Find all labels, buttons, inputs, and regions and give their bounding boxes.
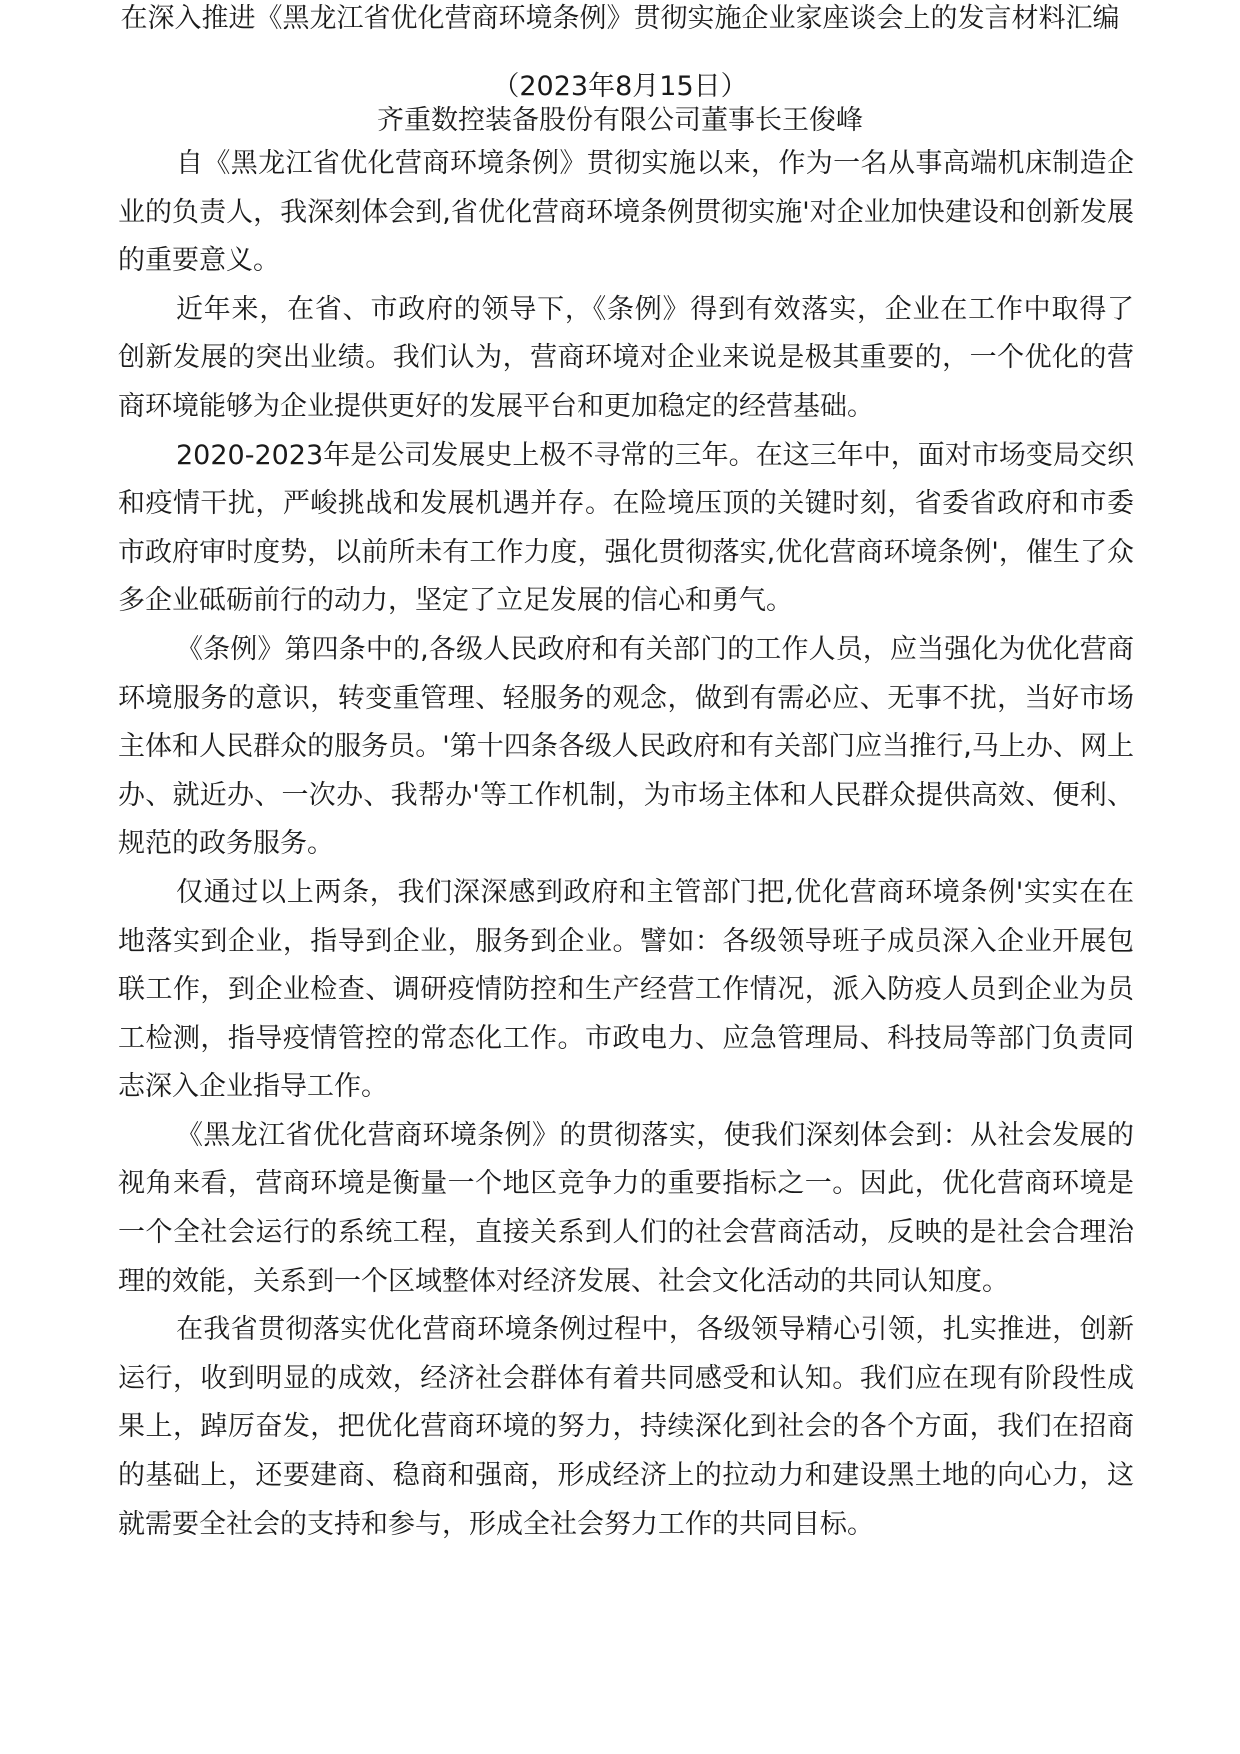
paragraph-2: 近年来，在省、市政府的领导下，《条例》得到有效落实，企业在工作中取得了创新发展的突出业绩。我们认为，营商环境对企业来说是极其重要的，一个优化的营商环境能够为企业提供更好的发展平台和更加稳定的经营基础。 xyxy=(118,293,1134,422)
paragraph-4: 《条例》第四条中的,各级人民政府和有关部门的工作人员，应当强化为优化营商环境服务的意识，转变重管理、轻服务的观念，做到有需必应、无事不扰，当好市场主体和人民群众的服务员。'第十四条各级人民政府和有关部门应当推行,马上办、网上办、就近办、一次办、我帮办'等工作机制，为市场主体和人民群众提供高效、便利、规范的政务服务。 xyxy=(118,633,1134,860)
document-date: （2023年8月15日） xyxy=(492,71,748,102)
paragraph-6: 《黑龙江省优化营商环境条例》的贯彻落实，使我们深刻体会到：从社会发展的视角来看，营商环境是衡量一个地区竞争力的重要指标之一。因此，优化营商环境是一个全社会运行的系统工程，直接关系到人们的社会营商活动，反映的是社会合理治理的效能，关系到一个区域整体对经济发展、社会文化活动的共同认知度。 xyxy=(118,1119,1134,1297)
paragraph-1: 自《黑龙江省优化营商环境条例》贯彻实施以来，作为一名从事高端机床制造企业的负责人，我深刻体会到,省优化营商环境条例贯彻实施'对企业加快建设和创新发展的重要意义。 xyxy=(118,148,1134,277)
speaker-line: 齐重数控装备股份有限公司董事长王俊峰 xyxy=(377,105,863,136)
document-body xyxy=(118,140,1134,1549)
paragraph-3: 2020-2023年是公司发展史上极不寻常的三年。在这三年中，面对市场变局交织和疫情干扰，严峻挑战和发展机遇并存。在险境压顶的关键时刻，省委省政府和市委市政府审时度势，以前所未有工作力度，强化贯彻落实,优化营商环境条例'，催生了众多企业砥砺前行的动力，坚定了立足发展的信心和勇气。 xyxy=(118,439,1134,617)
paragraph-5: 仅通过以上两条，我们深深感到政府和主管部门把,优化营商环境条例'实实在在地落实到企业，指导到企业，服务到企业。譬如：各级领导班子成员深入企业开展包联工作，到企业检查、调研疫情防控和生产经营工作情况，派入防疫人员到企业为员工检测，指导疫情管控的常态化工作。市政电力、应急管理局、科技局等部门负责同志深入企业指导工作。 xyxy=(118,876,1134,1103)
document-title: 在深入推进《黑龙江省优化营商环境条例》贯彻实施企业家座谈会上的发言材料汇编 xyxy=(120,3,1120,34)
paragraph-7: 在我省贯彻落实优化营商环境条例过程中，各级领导精心引领，扎实推进，创新运行，收到明显的成效，经济社会群体有着共同感受和认知。我们应在现有阶段性成果上，踔厉奋发，把优化营商环境的努力，持续深化到社会的各个方面，我们在招商的基础上，还要建商、稳商和强商，形成经济上的拉动力和建设黑土地的向心力，这就需要全社会的支持和参与，形成全社会努力工作的共同目标。 xyxy=(118,1314,1134,1540)
